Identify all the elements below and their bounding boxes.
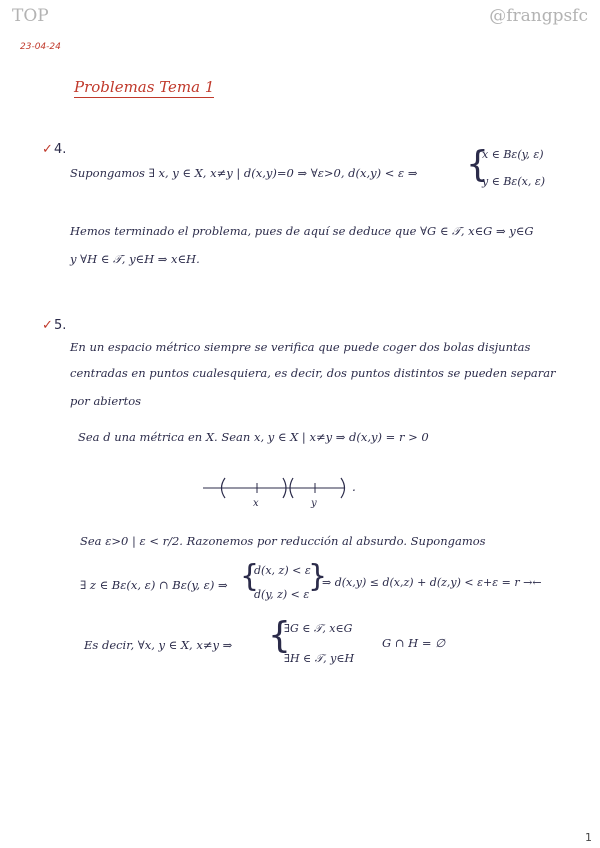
problem-4-conclusion-1: Hemos terminado el problema, pues de aquí se deduce que ∀G ∈ 𝒯, x∈G ⇒ y∈G: [70, 224, 534, 238]
number-line-diagram: [195, 472, 365, 512]
problem-5-final-case-2: ∃H ∈ 𝒯, y∈H: [284, 652, 355, 665]
problem-4-number: 4.: [54, 142, 67, 157]
problem-5-ineq-1: d(x, z) < ε: [254, 564, 311, 577]
problem-4-case-1: x ∈ Bε(y, ε): [482, 148, 544, 161]
date: 23-04-24: [20, 42, 61, 52]
point-x-label: x: [253, 498, 259, 509]
problem-5-es-decir: Es decir, ∀x, y ∈ X, x≠y ⇒: [84, 638, 233, 652]
watermark-left: TOP: [12, 6, 49, 26]
problem-5-let: Sea d una métrica en X. Sean x, y ∈ X | x≠y ⇒ d(x,y) = r > 0: [78, 430, 429, 444]
problem-5-exists: ∃ z ∈ Bε(x, ε) ∩ Bε(y, ε) ⇒: [80, 578, 228, 592]
problem-4-suppose: Supongamos ∃ x, y ∈ X, x≠y | d(x,y)=0 ⇒ ∀ε>0, d(x,y) < ε ⇒: [70, 166, 418, 180]
problem-5-intro-2: centradas en puntos cualesquiera, es decir, dos puntos distintos se pueden separar: [70, 366, 556, 380]
closing-brace-icon: }: [308, 559, 328, 594]
brace-icon: {: [466, 144, 489, 185]
problem-5-intro-1: En un espacio métrico siempre se verifica que puede coger dos bolas disjuntas: [70, 340, 531, 354]
point-y-label: y: [311, 498, 317, 509]
brace-icon: {: [268, 615, 291, 656]
problem-4-conclusion-2: y ∀H ∈ 𝒯, y∈H ⇒ x∈H.: [70, 252, 200, 266]
problem-5-final-result: G ∩ H = ∅: [382, 636, 446, 650]
brace-icon: {: [240, 559, 260, 594]
page-title: Problemas Tema 1: [74, 78, 215, 96]
problem-5-ineq-2: d(y, z) < ε: [254, 588, 310, 601]
problem-5-check: ✓: [42, 318, 53, 333]
problem-4-check: ✓: [42, 142, 53, 157]
problem-4-case-2: y ∈ Bε(x, ε): [482, 175, 546, 188]
diagram-dot: .: [352, 480, 356, 494]
problem-5-number: 5.: [54, 318, 67, 333]
problem-5-final-case-1: ∃G ∈ 𝒯, x∈G: [284, 622, 353, 635]
problem-5-intro-3: por abiertos: [70, 394, 142, 408]
problem-5-epsilon: Sea ε>0 | ε < r/2. Razonemos por reducción al absurdo. Supongamos: [80, 534, 486, 548]
watermark-right: @frangpsfc: [489, 6, 588, 26]
problem-5-triangle: ⇒ d(x,y) ≤ d(x,z) + d(z,y) < ε+ε = r →←: [322, 576, 542, 589]
page-number: 1: [585, 831, 592, 844]
